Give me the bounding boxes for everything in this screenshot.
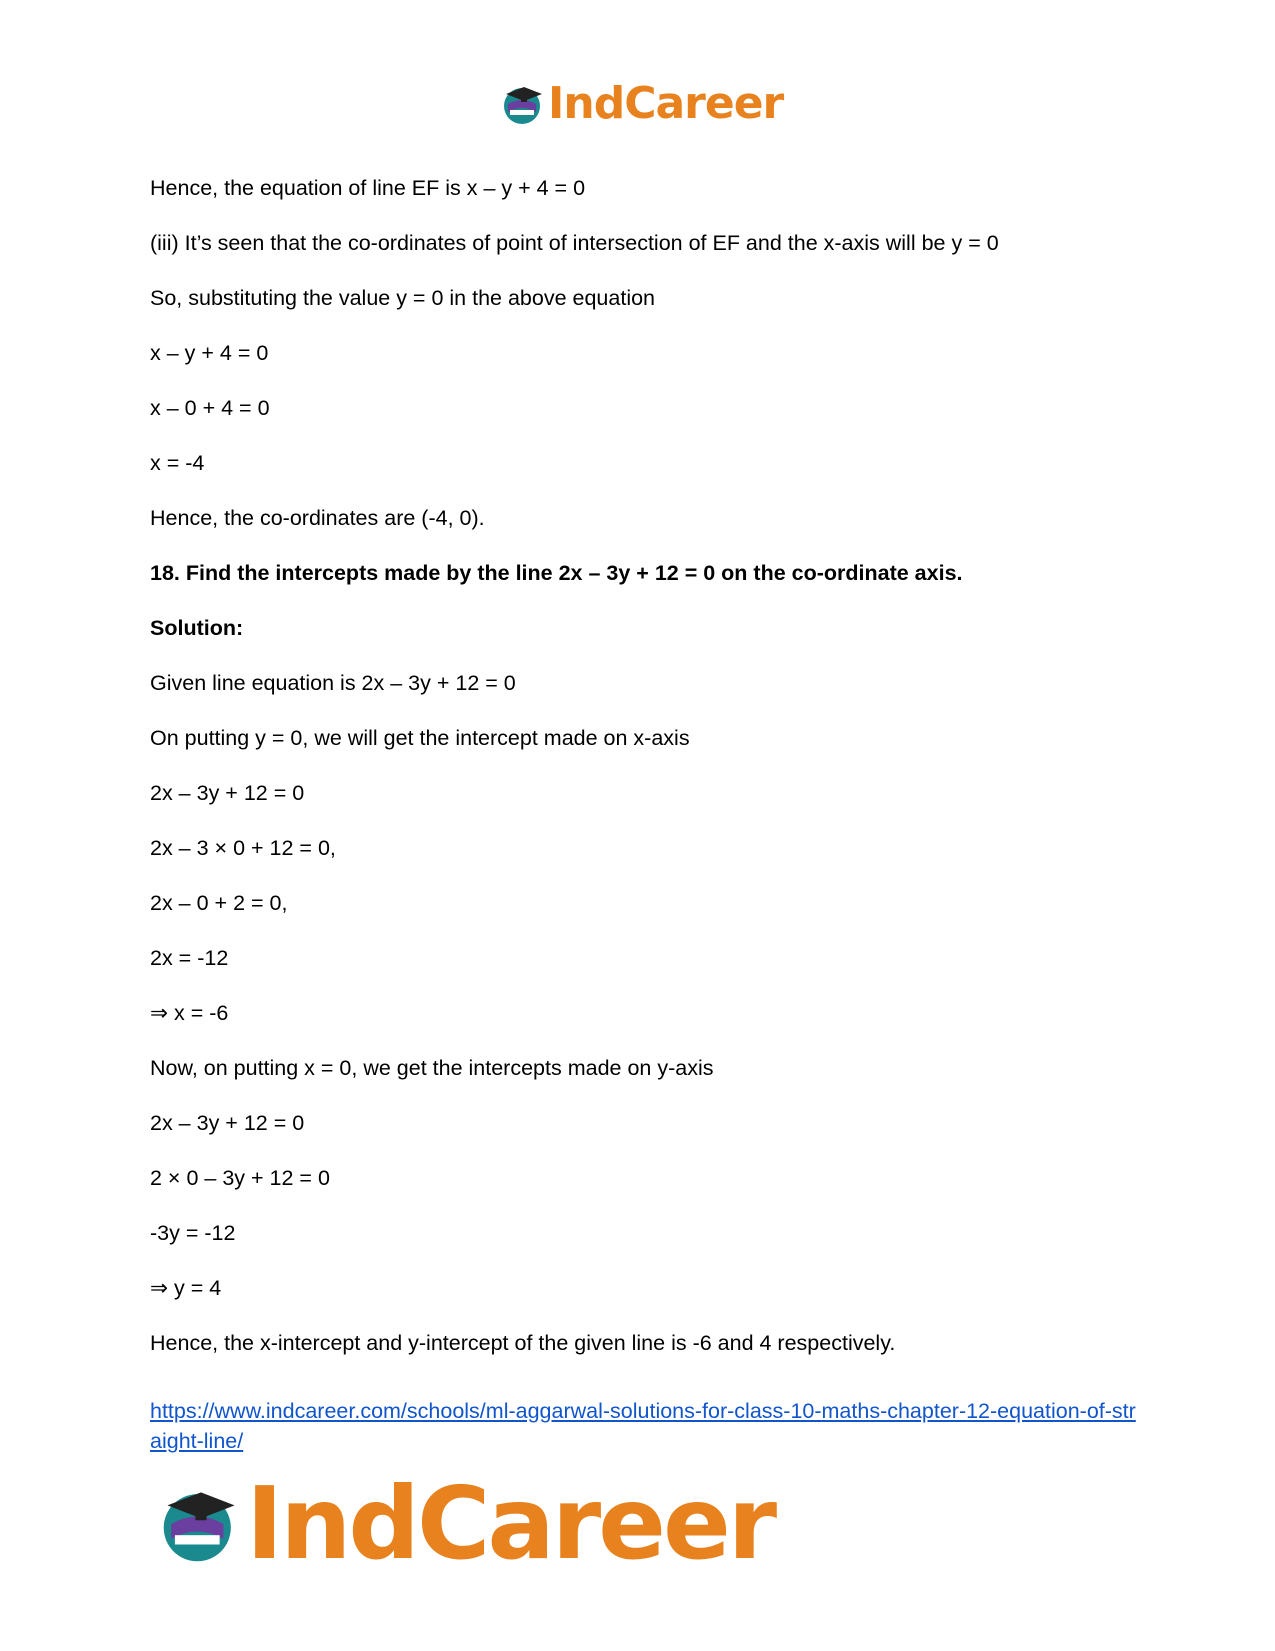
header-logo bbox=[502, 78, 783, 129]
equation-line: 2x – 3 × 0 + 12 = 0, bbox=[150, 836, 336, 860]
equation-line: 2x – 3y + 12 = 0 bbox=[150, 781, 305, 805]
footer-logo bbox=[160, 1465, 774, 1582]
equation-line: 2x – 3y + 12 = 0 bbox=[150, 1111, 305, 1135]
equation-line: x – y + 4 = 0 bbox=[150, 341, 269, 365]
conclusion-line: Hence, the x-intercept and y-intercept of the given line is -6 and 4 respectively. bbox=[150, 1331, 896, 1355]
equation-line: ⇒ y = 4 bbox=[150, 1276, 222, 1300]
text-line: So, substituting the value y = 0 in the above equation bbox=[150, 286, 656, 310]
text-line: Hence, the co-ordinates are (-4, 0). bbox=[150, 506, 485, 530]
solution-label: Solution: bbox=[150, 616, 244, 640]
equation-line: -3y = -12 bbox=[150, 1221, 236, 1245]
logo-text: IndCareer bbox=[548, 78, 784, 129]
equation-line: 2 × 0 – 3y + 12 = 0 bbox=[150, 1166, 330, 1190]
equation-line: ⇒ x = -6 bbox=[150, 1001, 229, 1025]
text-line: Now, on putting x = 0, we get the intercepts made on y-axis bbox=[150, 1056, 714, 1080]
source-link[interactable]: https://www.indcareer.com/schools/ml-aggarwal-solutions-for-class-10-maths-chapter-12-equation-of-straight-line/ bbox=[150, 1399, 1136, 1453]
equation-line: x – 0 + 4 = 0 bbox=[150, 396, 270, 420]
document-body bbox=[150, 176, 1130, 1386]
graduation-globe-icon bbox=[502, 82, 546, 126]
equation-line: 2x – 0 + 2 = 0, bbox=[150, 891, 288, 915]
equation-line: 2x = -12 bbox=[150, 946, 229, 970]
text-line: On putting y = 0, we will get the intercept made on x-axis bbox=[150, 726, 690, 750]
equation-line: x = -4 bbox=[150, 451, 205, 475]
text-line: Hence, the equation of line EF is x – y + 4 = 0 bbox=[150, 176, 586, 200]
text-line: Given line equation is 2x – 3y + 12 = 0 bbox=[150, 671, 516, 695]
text-line: (iii) It’s seen that the co-ordinates of point of intersection of EF and the x-axis will be y = 0 bbox=[150, 231, 999, 255]
question-heading: 18. Find the intercepts made by the line 2x – 3y + 12 = 0 on the co-ordinate axis. bbox=[150, 561, 963, 585]
graduation-globe-icon bbox=[160, 1483, 242, 1565]
logo-text: IndCareer bbox=[246, 1465, 775, 1582]
